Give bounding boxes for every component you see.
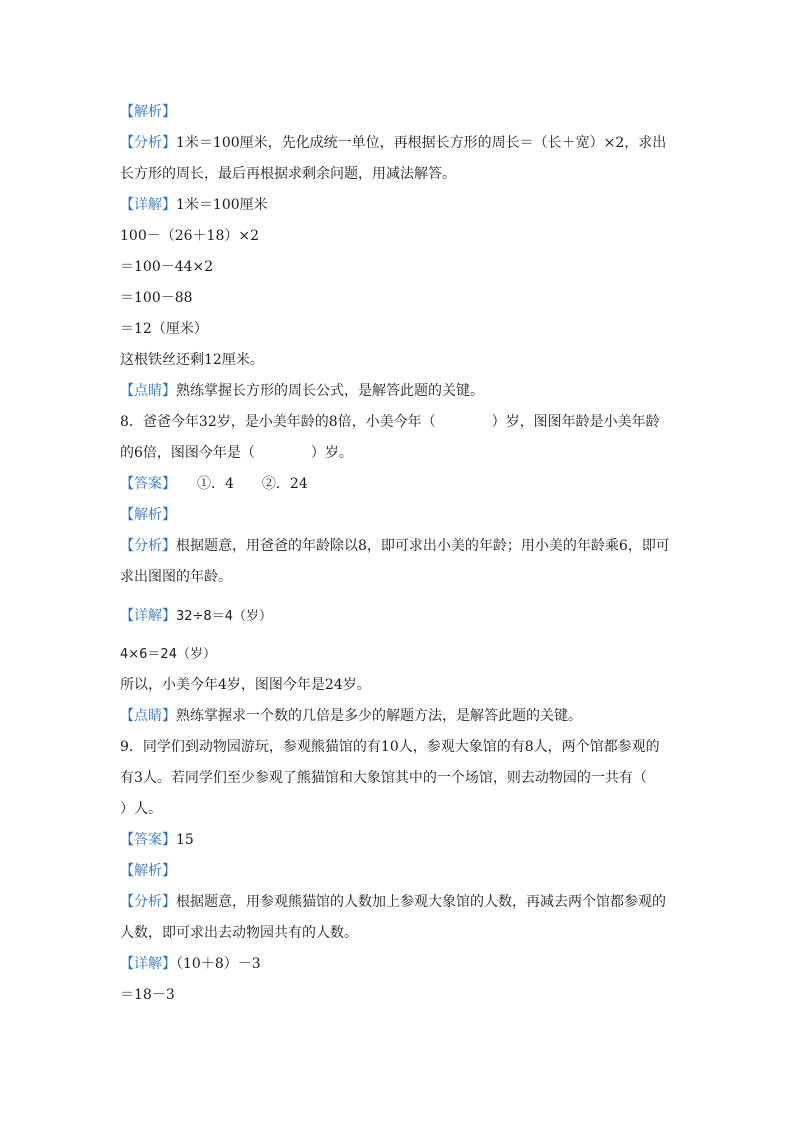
tag-label: 【解析】 — [120, 507, 176, 523]
line-text: 100－（26＋18）×2 — [120, 228, 259, 244]
answer-line — [120, 474, 308, 494]
tag-label: 【答案】 — [120, 832, 176, 848]
line-text: 9．同学们到动物园游玩，参观熊猫馆的有10人，参观大象馆的有8人，两个馆都参观的 — [120, 739, 660, 755]
line-text: 的6倍，图图今年是（ ）岁。 — [120, 445, 353, 461]
line-text: ＝18－3 — [120, 987, 175, 1003]
calc-line — [120, 288, 193, 308]
calc-line — [120, 985, 175, 1005]
line-text: （10＋8）－3 — [176, 956, 261, 972]
tag-label: 【答案】 — [120, 476, 169, 492]
section-jiexi-1 — [120, 102, 176, 122]
line-text: 熟练掌握长方形的周长公式，是解答此题的关键。 — [176, 383, 484, 399]
line-text: 这根铁丝还剩12厘米。 — [120, 352, 264, 368]
line-text: 15 — [176, 832, 194, 848]
question-8-cont — [120, 443, 353, 463]
calc-line — [120, 319, 208, 339]
line-text: 人数，即可求出去动物园共有的人数。 — [120, 925, 358, 941]
question-9-cont — [120, 768, 647, 788]
tag-label: 【分析】 — [120, 135, 176, 151]
calc-line — [120, 257, 213, 277]
comment-line — [120, 706, 582, 726]
line-text: 求出图图的年龄。 — [120, 569, 232, 585]
detail-line — [120, 195, 268, 215]
line-text: ＝100－88 — [120, 290, 193, 306]
line-text: 长方形的周长，最后再根据求剩余问题，用减法解答。 — [120, 166, 456, 182]
analysis-line-cont — [120, 923, 358, 943]
detail-line — [120, 954, 261, 974]
tag-label: 【点睛】 — [120, 383, 176, 399]
calc-line — [120, 226, 259, 246]
section-jiexi-3 — [120, 861, 176, 881]
analysis-line-cont — [120, 164, 456, 184]
line-text: 4×6＝24（岁） — [120, 647, 216, 662]
question-8 — [120, 412, 660, 432]
line-text: 1米＝100厘米 — [176, 197, 268, 213]
line-text: 1米＝100厘米，先化成统一单位，再根据长方形的周长＝（长＋宽）×2，求出 — [176, 135, 667, 151]
line-text: 熟练掌握求一个数的几倍是多少的解题方法，是解答此题的关键。 — [176, 708, 582, 724]
comment-line — [120, 381, 484, 401]
line-text: 根据题意，用参观熊猫馆的人数加上参观大象馆的人数，再减去两个馆都参观的 — [176, 894, 666, 910]
line-text: 有3人。若同学们至少参观了熊猫馆和大象馆其中的一个场馆，则去动物园的一共有（ — [120, 770, 647, 786]
tag-label: 【详解】 — [120, 608, 176, 624]
analysis-line — [120, 536, 670, 556]
tag-label: 【详解】 — [120, 956, 176, 972]
line-text: ①．4 ②．24 — [169, 476, 308, 492]
tag-label: 【点睛】 — [120, 708, 176, 724]
answer-line — [120, 830, 194, 850]
tag-label: 【解析】 — [120, 863, 176, 879]
analysis-line — [120, 892, 666, 912]
analysis-line-cont — [120, 567, 232, 587]
line-text: 32÷8＝4（岁） — [176, 609, 272, 624]
line-text: ＝12（厘米） — [120, 321, 208, 337]
conclusion-line — [120, 350, 264, 370]
detail-line — [120, 606, 272, 626]
section-jiexi-2 — [120, 505, 176, 525]
calc-line — [120, 644, 216, 664]
line-text: 8．爸爸今年32岁，是小美年龄的8倍，小美今年（ ）岁，图图年龄是小美年龄 — [120, 414, 660, 430]
line-text: 根据题意，用爸爸的年龄除以8，即可求出小美的年龄；用小美的年龄乘6，即可 — [176, 538, 670, 554]
tag-label: 【解析】 — [120, 104, 176, 120]
question-9 — [120, 737, 660, 757]
question-9-cont — [120, 799, 162, 819]
tag-label: 【详解】 — [120, 197, 176, 213]
line-text: ）人。 — [120, 801, 162, 817]
tag-label: 【分析】 — [120, 894, 176, 910]
line-text: ＝100－44×2 — [120, 259, 214, 275]
tag-label: 【分析】 — [120, 538, 176, 554]
analysis-line — [120, 133, 666, 153]
line-text: 所以，小美今年4岁，图图今年是24岁。 — [120, 677, 371, 693]
conclusion-line — [120, 675, 371, 695]
